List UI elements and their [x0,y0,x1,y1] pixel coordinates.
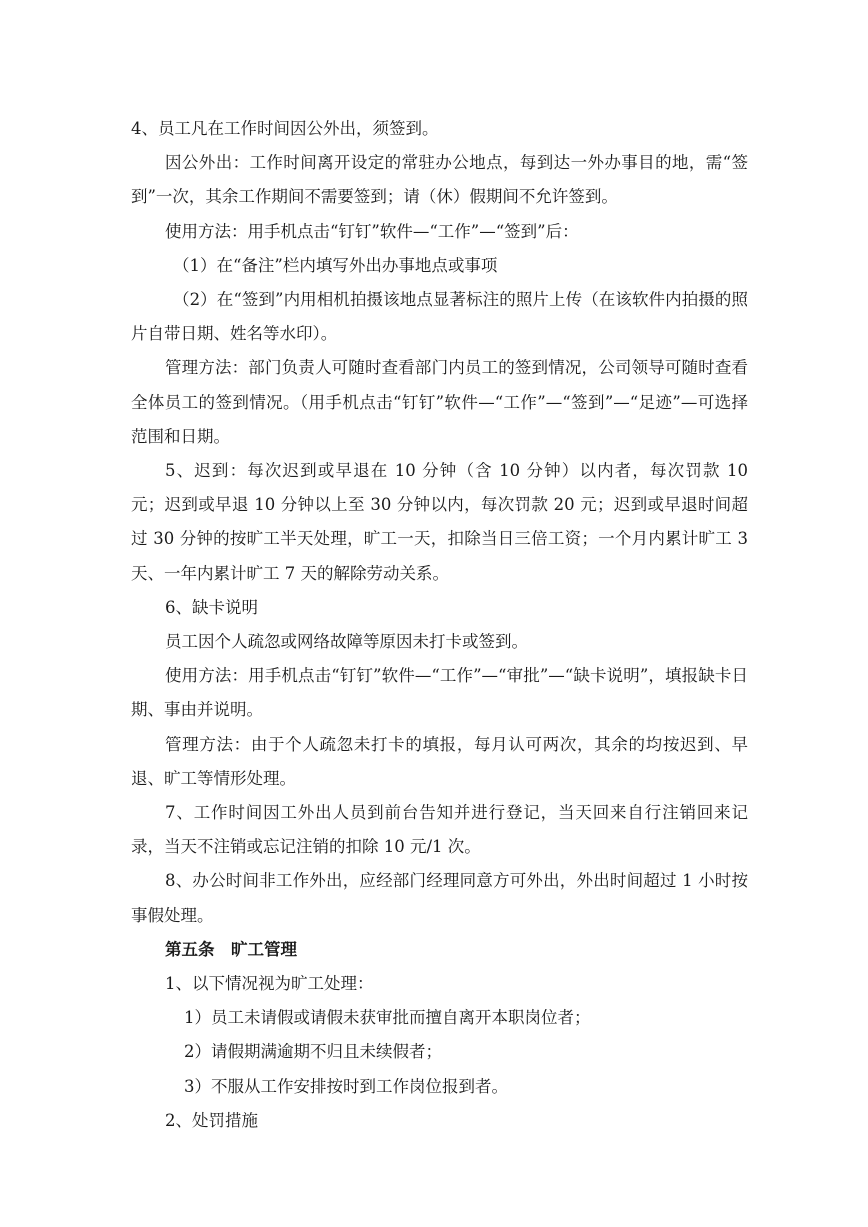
paragraph-step2: （2）在“签到”内用相机拍摄该地点显著标注的照片上传（在该软件内拍摄的照片自带日期、姓名等水印）。 [131,290,748,344]
paragraph-item5-late: 5、迟到：每次迟到或早退在 10 分钟（含 10 分钟）以内者，每次罚款 10 元；迟到或早退 10 分钟以上至 30 分钟以内，每次罚款 20 元；迟到或早退时间超过 30 分钟的按旷工半天处理，旷工一天，扣除当日三倍工资；一个月内累计旷工 3 天、一年内累计旷工 7 天的解除劳动关系。 [131,461,748,583]
paragraph-outing-definition: 因公外出：工作时间离开设定的常驻办公地点，每到达一外办事目的地，需“签到”一次，其余工作期间不需要签到；请（休）假期间不允许签到。 [131,153,748,207]
paragraph-usage-checkin: 使用方法：用手机点击“钉钉”软件—“工作”—“签到”后： [165,221,579,241]
paragraph-management-checkin: 管理方法：部门负责人可随时查看部门内员工的签到情况，公司领导可随时查看全体员工的签到情况。（用手机点击“钉钉”软件—“工作”—“签到”—“足迹”—可选择范围和日期。 [131,358,748,446]
paragraph-item7: 7、工作时间因工外出人员到前台告知并进行登记，当天回来自行注销回来记录，当天不注销或忘记注销的扣除 10 元/1 次。 [131,803,748,857]
list-item-1: 1）员工未请假或请假未获审批而擅自离开本职岗位者； [184,1008,591,1028]
paragraph-penalty-measures: 2、处罚措施 [165,1110,258,1130]
paragraph-usage-missing-card: 使用方法：用手机点击“钉钉”软件—“工作”—“审批”—“缺卡说明”，填报缺卡日期、事由并说明。 [131,666,748,720]
paragraph-item8: 8、办公时间非工作外出，应经部门经理同意方可外出，外出时间超过 1 小时按事假处理。 [131,871,748,925]
paragraph-missing-card: 员工因个人疏忽或网络故障等原因未打卡或签到。 [165,632,528,652]
paragraph-item6-title: 6、缺卡说明 [165,597,258,617]
paragraph-management-missing-card: 管理方法：由于个人疏忽未打卡的填报，每月认可两次，其余的均按迟到、早退、旷工等情形处理。 [131,734,748,788]
list-item-2: 2）请假期满逾期不归且未续假者； [184,1042,442,1062]
paragraph-absence-conditions: 1、以下情况视为旷工处理： [165,974,374,994]
list-item-3: 3）不服从工作安排按时到工作岗位报到者。 [184,1076,508,1096]
section-heading-article5: 第五条 旷工管理 [165,939,297,959]
paragraph-step1: （1）在“备注”栏内填写外出办事地点或事项 [173,255,498,275]
paragraph-item4: 4、员工凡在工作时间因公外出，须签到。 [131,119,439,138]
